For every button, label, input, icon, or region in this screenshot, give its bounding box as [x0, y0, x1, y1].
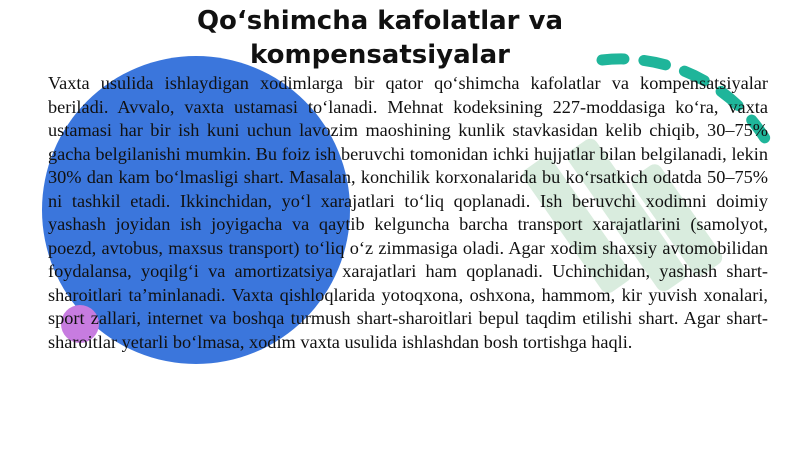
slide-title: Qo‘shimcha kafolatlar va kompensatsiyalar [196, 6, 564, 70]
slide-body-text: Vaxta usulida ishlaydigan xodimlarga bir qator qo‘shimcha kafolatlar va kompensatsiyalar beriladi. Avvalo, vaxta ustamasi to‘lanadi. Mehnat kodeksining 227-moddasiga ko‘ra, vaxta ustamasi har bir ish kuni uchun lavozim maoshining kunlik stavkasidan kelib chiqib, 30–75% gacha belgilanishi mumkin. Bu foiz ish beruvchi tomonidan ichki hujjatlar bilan belgilanadi, lekin 30% dan kam bo‘lmasligi shart. Masalan, konchilik korxonalarida bu ko‘rsatkich odatda 50–75% ni tashkil etadi. Ikkinchidan, yo‘l xarajatlari to‘liq qoplanadi. Ish beruvchi xodimni doimiy yashash joyidan ish joyigacha va qaytib kelguncha barcha transport xarajatlarini (samolyot, poezd, avtobus, maxsus transport) to‘liq o‘z zimmasiga oladi. Agar xodim shaxsiy avtomobilidan foydalansa, yoqilg‘i va amortizatsiya xarajatlari ham qoplanadi. Uchinchidan, yashash shart-sharoitlari ta’minlanadi. Vaxta qishloqlarida yotoqxona, oshxona, hammom, kir yuvish xonalari, sport zallari, internet va boshqa turmush shart-sharoitlari bepul taqdim etilishi shart. Agar shart-sharoitlar yetarli bo‘lmasa, xodim vaxta usulida ishlashdan bosh tortishga haqli. [48, 73, 768, 352]
